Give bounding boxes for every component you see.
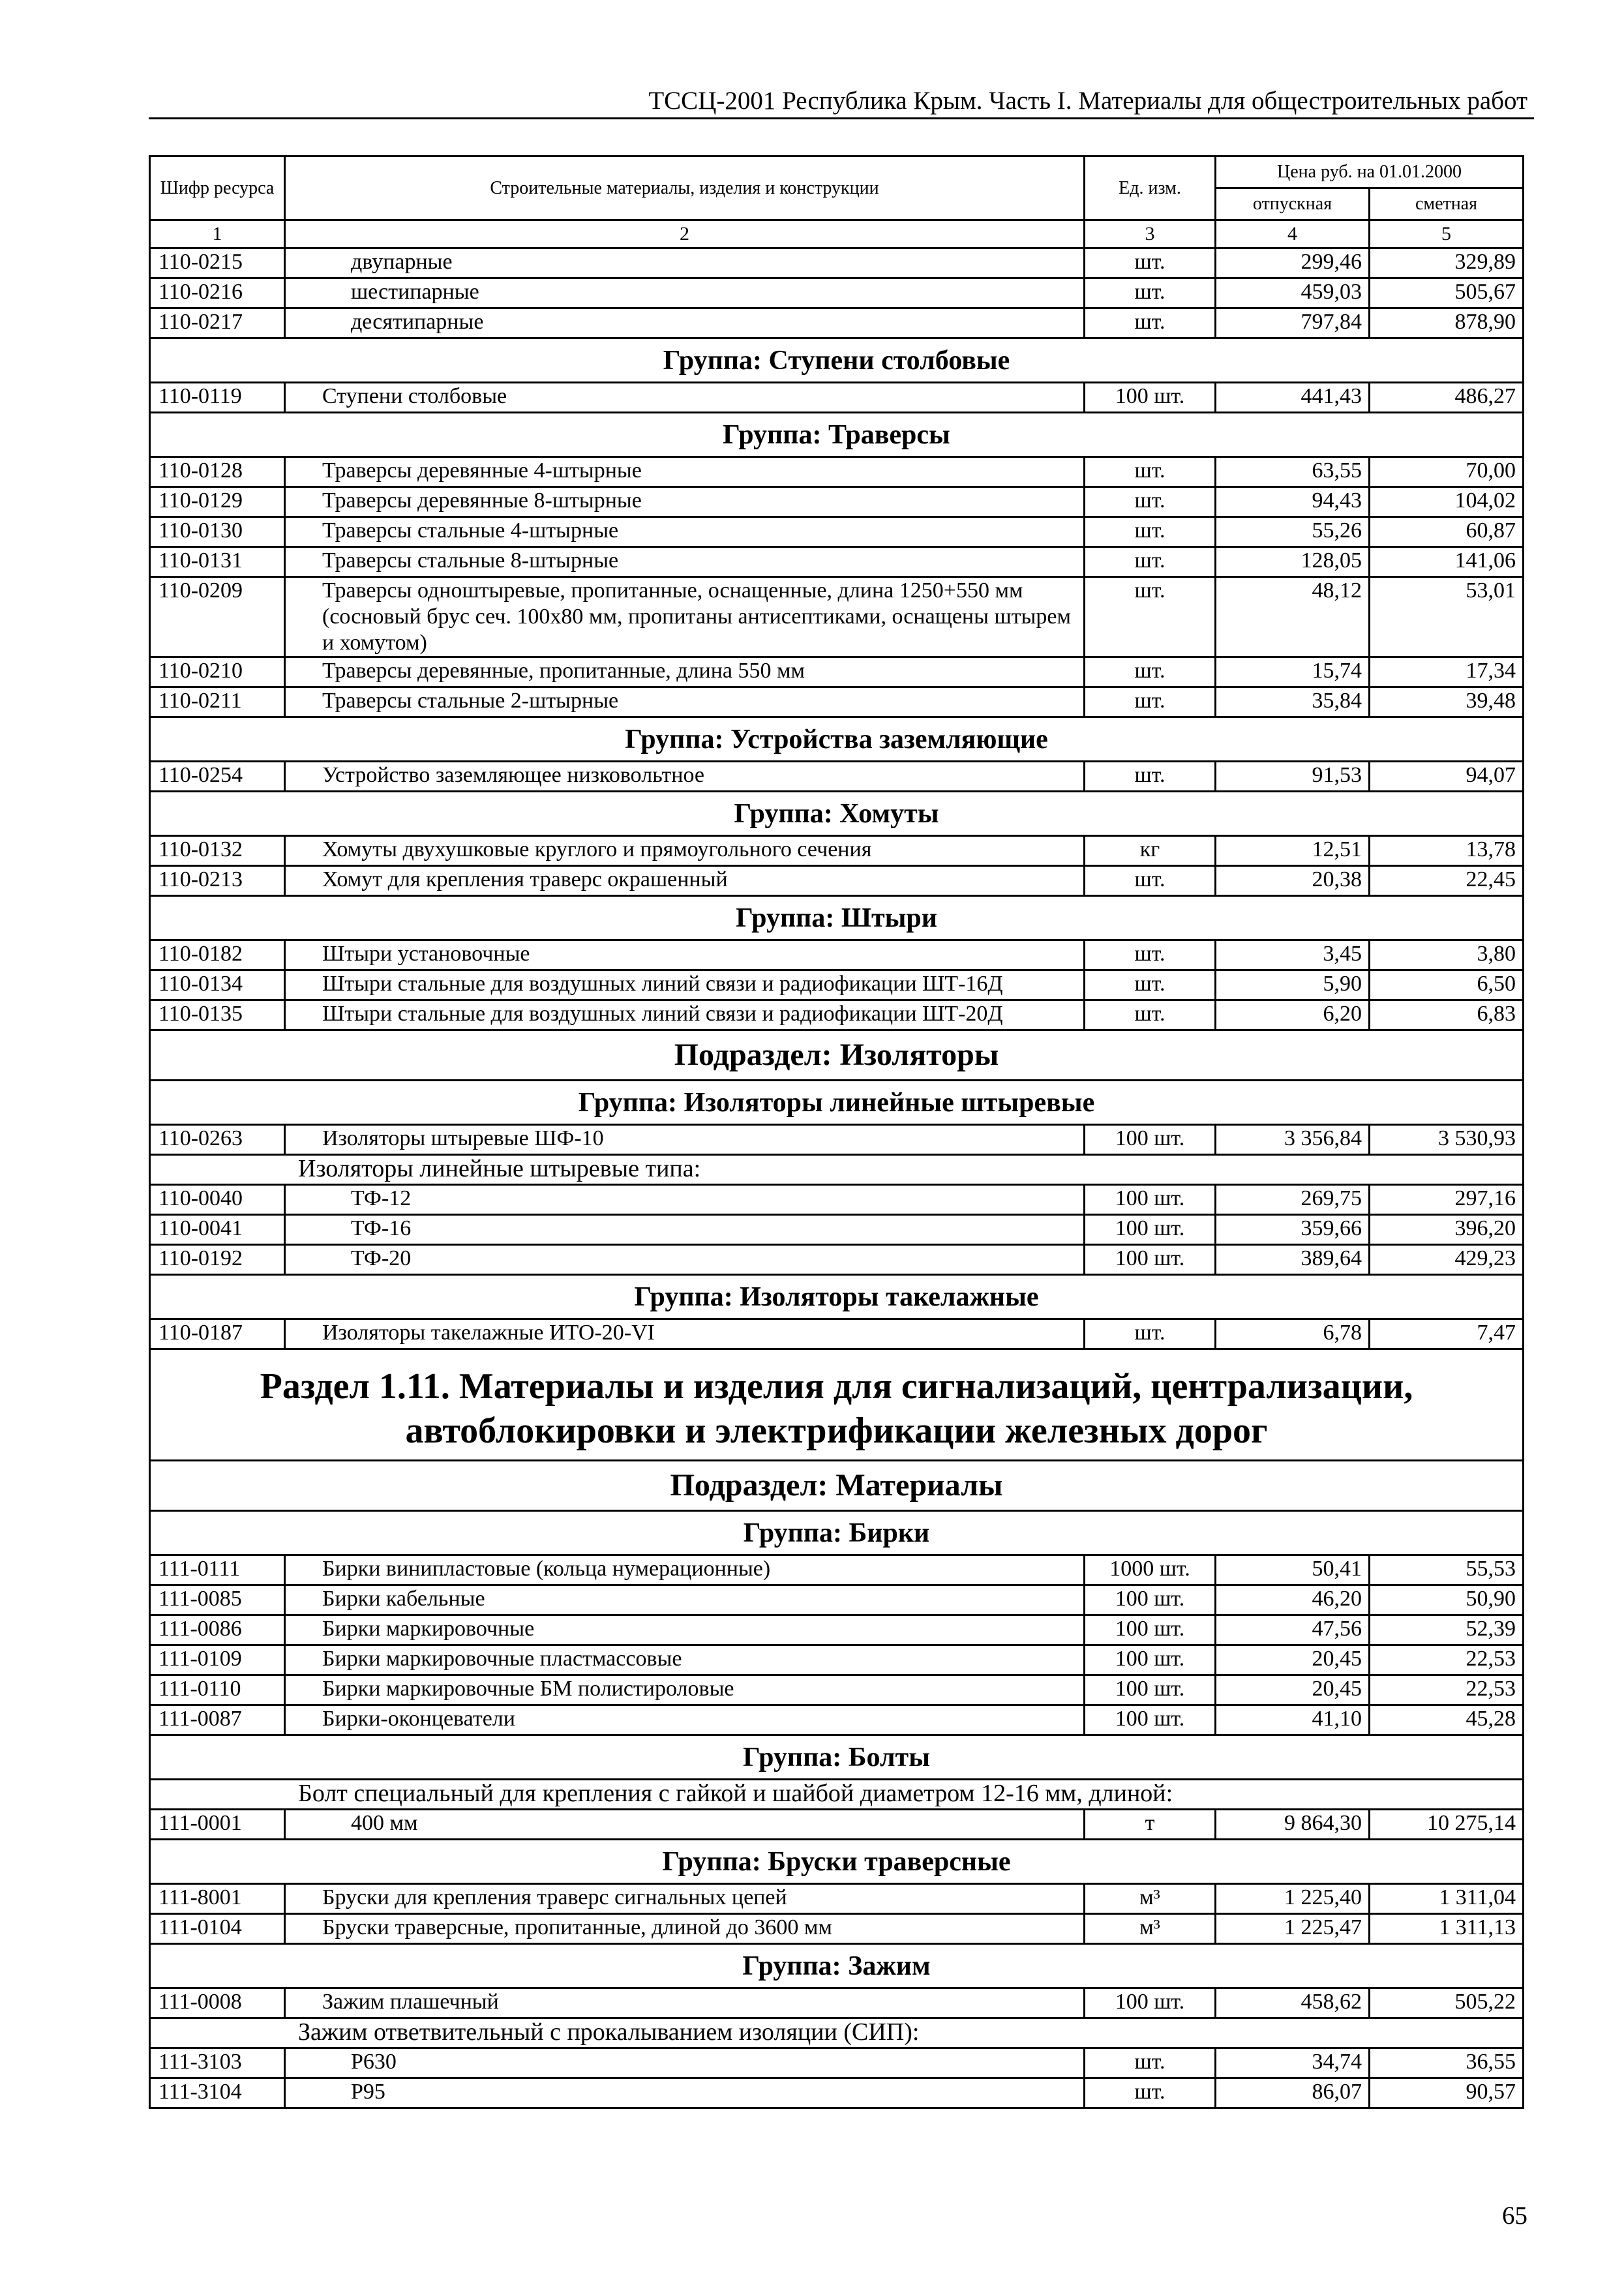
subsection-heading-row (150, 1030, 1524, 1081)
material-name: Р95 (285, 2078, 1085, 2108)
table-row (150, 487, 1524, 517)
release-price: 63,55 (1216, 457, 1370, 487)
release-price: 5,90 (1216, 970, 1370, 1000)
group-heading-row (150, 896, 1524, 940)
release-price: 3 356,84 (1216, 1125, 1370, 1155)
unit-of-measure: 100 шт. (1085, 1705, 1216, 1735)
material-name: двупарные (285, 248, 1085, 278)
material-name: Траверсы деревянные 4-штырные (285, 457, 1085, 487)
unit-of-measure: шт. (1085, 1319, 1216, 1349)
unit-of-measure: 100 шт. (1085, 1615, 1216, 1645)
group-heading: Группа: Штыри (150, 896, 1524, 940)
resource-code: 110-0135 (150, 1000, 285, 1030)
table-row (150, 1245, 1524, 1275)
resource-code: 110-0263 (150, 1125, 285, 1155)
estimate-price: 13,78 (1370, 836, 1524, 866)
table-row (150, 2048, 1524, 2078)
resource-code: 110-0041 (150, 1215, 285, 1245)
header-release-price: отпускная (1216, 188, 1370, 220)
resource-code: 111-0085 (150, 1585, 285, 1615)
estimate-price: 329,89 (1370, 248, 1524, 278)
estimate-price: 104,02 (1370, 487, 1524, 517)
page-number: 65 (1502, 2202, 1527, 2230)
estimate-price: 141,06 (1370, 547, 1524, 577)
release-price: 47,56 (1216, 1615, 1370, 1645)
material-name: Устройство заземляющее низковольтное (285, 762, 1085, 792)
release-price: 299,46 (1216, 248, 1370, 278)
table-row (150, 1988, 1524, 2018)
release-price: 9 864,30 (1216, 1810, 1370, 1840)
release-price: 1 225,40 (1216, 1884, 1370, 1914)
group-heading-row (150, 1275, 1524, 1319)
resource-code: 111-8001 (150, 1884, 285, 1914)
table-row (150, 1914, 1524, 1944)
release-price: 86,07 (1216, 2078, 1370, 2108)
resource-code: 110-0134 (150, 970, 285, 1000)
subsection-heading: Подраздел: Материалы (150, 1461, 1524, 1511)
resource-code: 110-0132 (150, 836, 285, 866)
estimate-price: 22,53 (1370, 1645, 1524, 1675)
estimate-price: 94,07 (1370, 762, 1524, 792)
material-name: Штыри установочные (285, 940, 1085, 970)
resource-code: 111-0008 (150, 1988, 285, 2018)
estimate-price: 3,80 (1370, 940, 1524, 970)
group-heading-row (150, 717, 1524, 762)
release-price: 389,64 (1216, 1245, 1370, 1275)
estimate-price: 50,90 (1370, 1585, 1524, 1615)
table-row (150, 278, 1524, 308)
table-row (150, 940, 1524, 970)
table-row (150, 1884, 1524, 1914)
release-price: 15,74 (1216, 657, 1370, 687)
material-name: Штыри стальные для воздушных линий связи и радиофикации ШТ-16Д (285, 970, 1085, 1000)
resource-code: 110-0216 (150, 278, 285, 308)
unit-of-measure: шт. (1085, 970, 1216, 1000)
unit-of-measure: шт. (1085, 248, 1216, 278)
estimate-price: 7,47 (1370, 1319, 1524, 1349)
estimate-price: 55,53 (1370, 1555, 1524, 1585)
estimate-price: 39,48 (1370, 687, 1524, 717)
release-price: 35,84 (1216, 687, 1370, 717)
material-name: ТФ-16 (285, 1215, 1085, 1245)
column-number: 5 (1370, 220, 1524, 248)
table-row (150, 762, 1524, 792)
group-heading: Группа: Устройства заземляющие (150, 717, 1524, 762)
material-name: Бруски для крепления траверс сигнальных цепей (285, 1884, 1085, 1914)
release-price: 20,38 (1216, 866, 1370, 896)
unit-of-measure: шт. (1085, 2078, 1216, 2108)
release-price: 48,12 (1216, 577, 1370, 657)
unit-of-measure: 100 шт. (1085, 1185, 1216, 1215)
group-heading-row (150, 338, 1524, 383)
release-price: 3,45 (1216, 940, 1370, 970)
note-row (150, 1155, 1524, 1185)
estimate-price: 429,23 (1370, 1245, 1524, 1275)
group-heading-row (150, 1735, 1524, 1780)
resource-code: 110-0213 (150, 866, 285, 896)
estimate-price: 6,50 (1370, 970, 1524, 1000)
release-price: 46,20 (1216, 1585, 1370, 1615)
unit-of-measure: шт. (1085, 517, 1216, 547)
table-row (150, 1125, 1524, 1155)
table-row (150, 383, 1524, 413)
resource-code: 110-0217 (150, 308, 285, 338)
release-price: 459,03 (1216, 278, 1370, 308)
group-heading: Группа: Бирки (150, 1511, 1524, 1555)
material-name: Штыри стальные для воздушных линий связи и радиофикации ШТ-20Д (285, 1000, 1085, 1030)
unit-of-measure: шт. (1085, 762, 1216, 792)
group-heading: Группа: Хомуты (150, 792, 1524, 836)
material-name: Бирки кабельные (285, 1585, 1085, 1615)
resource-code: 110-0187 (150, 1319, 285, 1349)
header-estimate-price: сметная (1370, 188, 1524, 220)
estimate-price: 297,16 (1370, 1185, 1524, 1215)
resource-code: 110-0131 (150, 547, 285, 577)
unit-of-measure: т (1085, 1810, 1216, 1840)
subsection-heading-row (150, 1461, 1524, 1511)
unit-of-measure: шт. (1085, 308, 1216, 338)
table-row (150, 248, 1524, 278)
material-name: Бирки винипластовые (кольца нумерационные) (285, 1555, 1085, 1585)
table-row (150, 1645, 1524, 1675)
resource-code: 111-0086 (150, 1615, 285, 1645)
unit-of-measure: м³ (1085, 1884, 1216, 1914)
resource-code: 110-0211 (150, 687, 285, 717)
table-row (150, 308, 1524, 338)
unit-of-measure: 100 шт. (1085, 1215, 1216, 1245)
note-text: Болт специальный для крепления с гайкой и шайбой диаметром 12-16 мм, длиной: (150, 1780, 1524, 1810)
release-price: 797,84 (1216, 308, 1370, 338)
table-row (150, 1555, 1524, 1585)
resource-code: 110-0209 (150, 577, 285, 657)
table-row (150, 1000, 1524, 1030)
page-header-title: ТССЦ-2001 Республика Крым. Часть I. Материалы для общестроительных работ (648, 87, 1527, 115)
estimate-price: 17,34 (1370, 657, 1524, 687)
release-price: 20,45 (1216, 1675, 1370, 1705)
unit-of-measure: 100 шт. (1085, 1988, 1216, 2018)
resource-code: 111-0104 (150, 1914, 285, 1944)
release-price: 1 225,47 (1216, 1914, 1370, 1944)
table-row (150, 457, 1524, 487)
unit-of-measure: 100 шт. (1085, 1585, 1216, 1615)
header-price: Цена руб. на 01.01.2000 (1216, 157, 1524, 188)
estimate-price: 52,39 (1370, 1615, 1524, 1645)
material-name: 400 мм (285, 1810, 1085, 1840)
note-row (150, 1780, 1524, 1810)
section-heading-row (150, 1349, 1524, 1461)
column-number-row (150, 220, 1524, 248)
table-row (150, 1810, 1524, 1840)
estimate-price: 505,22 (1370, 1988, 1524, 2018)
unit-of-measure: шт. (1085, 2048, 1216, 2078)
table-row (150, 577, 1524, 657)
resource-code: 110-0040 (150, 1185, 285, 1215)
resource-code: 110-0119 (150, 383, 285, 413)
release-price: 34,74 (1216, 2048, 1370, 2078)
table-row (150, 1585, 1524, 1615)
unit-of-measure: 1000 шт. (1085, 1555, 1216, 1585)
unit-of-measure: шт. (1085, 547, 1216, 577)
header-name: Строительные материалы, изделия и конструкции (285, 157, 1085, 220)
material-name: ТФ-12 (285, 1185, 1085, 1215)
group-heading-row (150, 1840, 1524, 1884)
table-row (150, 687, 1524, 717)
group-heading: Группа: Зажим (150, 1944, 1524, 1988)
release-price: 458,62 (1216, 1988, 1370, 2018)
resource-code: 111-3103 (150, 2048, 285, 2078)
unit-of-measure: 100 шт. (1085, 1645, 1216, 1675)
resource-code: 110-0192 (150, 1245, 285, 1275)
estimate-price: 53,01 (1370, 577, 1524, 657)
unit-of-measure: 100 шт. (1085, 383, 1216, 413)
material-name: Траверсы деревянные, пропитанные, длина 550 мм (285, 657, 1085, 687)
estimate-price: 45,28 (1370, 1705, 1524, 1735)
table-body (150, 248, 1524, 2108)
material-name: шестипарные (285, 278, 1085, 308)
material-name: Бруски траверсные, пропитанные, длиной до 3600 мм (285, 1914, 1085, 1944)
unit-of-measure: шт. (1085, 657, 1216, 687)
table-row (150, 1319, 1524, 1349)
resource-code: 110-0182 (150, 940, 285, 970)
release-price: 269,75 (1216, 1185, 1370, 1215)
estimate-price: 90,57 (1370, 2078, 1524, 2108)
group-heading-row (150, 1944, 1524, 1988)
release-price: 12,51 (1216, 836, 1370, 866)
release-price: 94,43 (1216, 487, 1370, 517)
material-name: Изоляторы штыревые ШФ-10 (285, 1125, 1085, 1155)
group-heading: Группа: Болты (150, 1735, 1524, 1780)
material-name: Бирки-оконцеватели (285, 1705, 1085, 1735)
material-name: десятипарные (285, 308, 1085, 338)
table-row (150, 1215, 1524, 1245)
header-rule (149, 117, 1534, 119)
subsection-heading: Подраздел: Изоляторы (150, 1030, 1524, 1081)
release-price: 128,05 (1216, 547, 1370, 577)
material-name: Траверсы стальные 4-штырные (285, 517, 1085, 547)
column-number: 1 (150, 220, 285, 248)
group-heading: Группа: Изоляторы линейные штыревые (150, 1081, 1524, 1125)
release-price: 41,10 (1216, 1705, 1370, 1735)
unit-of-measure: 100 шт. (1085, 1675, 1216, 1705)
release-price: 6,20 (1216, 1000, 1370, 1030)
table-row (150, 547, 1524, 577)
unit-of-measure: шт. (1085, 687, 1216, 717)
group-heading: Группа: Изоляторы такелажные (150, 1275, 1524, 1319)
table-row (150, 836, 1524, 866)
section-heading: Раздел 1.11. Материалы и изделия для сигнализаций, централизации, автоблокировки и электрификации железных дорог (150, 1349, 1524, 1461)
group-heading-row (150, 1081, 1524, 1125)
unit-of-measure: шт. (1085, 278, 1216, 308)
resource-code: 110-0215 (150, 248, 285, 278)
material-name: Траверсы стальные 2-штырные (285, 687, 1085, 717)
table-row (150, 1705, 1524, 1735)
material-name: Траверсы деревянные 8-штырные (285, 487, 1085, 517)
note-text: Изоляторы линейные штыревые типа: (150, 1155, 1524, 1185)
unit-of-measure: м³ (1085, 1914, 1216, 1944)
note-row (150, 2018, 1524, 2048)
column-number: 3 (1085, 220, 1216, 248)
estimate-price: 22,53 (1370, 1675, 1524, 1705)
estimate-price: 878,90 (1370, 308, 1524, 338)
unit-of-measure: 100 шт. (1085, 1125, 1216, 1155)
table-row (150, 1185, 1524, 1215)
resource-code: 110-0130 (150, 517, 285, 547)
estimate-price: 22,45 (1370, 866, 1524, 896)
material-name: Бирки маркировочные пластмассовые (285, 1645, 1085, 1675)
estimate-price: 70,00 (1370, 457, 1524, 487)
material-name: Бирки маркировочные БМ полистироловые (285, 1675, 1085, 1705)
release-price: 91,53 (1216, 762, 1370, 792)
table-row (150, 657, 1524, 687)
header-code: Шифр ресурса (150, 157, 285, 220)
estimate-price: 3 530,93 (1370, 1125, 1524, 1155)
estimate-price: 10 275,14 (1370, 1810, 1524, 1840)
material-name: Хомуты двухушковые круглого и прямоугольного сечения (285, 836, 1085, 866)
unit-of-measure: шт. (1085, 1000, 1216, 1030)
release-price: 6,78 (1216, 1319, 1370, 1349)
resource-code: 111-3104 (150, 2078, 285, 2108)
estimate-price: 1 311,04 (1370, 1884, 1524, 1914)
group-heading: Группа: Бруски траверсные (150, 1840, 1524, 1884)
unit-of-measure: 100 шт. (1085, 1245, 1216, 1275)
header-unit: Ед. изм. (1085, 157, 1216, 220)
release-price: 20,45 (1216, 1645, 1370, 1675)
resource-code: 111-0001 (150, 1810, 285, 1840)
material-name: ТФ-20 (285, 1245, 1085, 1275)
material-name: Хомут для крепления траверс окрашенный (285, 866, 1085, 896)
estimate-price: 6,83 (1370, 1000, 1524, 1030)
column-number: 2 (285, 220, 1085, 248)
release-price: 359,66 (1216, 1215, 1370, 1245)
estimate-price: 486,27 (1370, 383, 1524, 413)
table-row (150, 2078, 1524, 2108)
resource-code: 110-0210 (150, 657, 285, 687)
material-name: Ступени столбовые (285, 383, 1085, 413)
release-price: 50,41 (1216, 1555, 1370, 1585)
material-name: Бирки маркировочные (285, 1615, 1085, 1645)
group-heading-row (150, 1511, 1524, 1555)
material-name: Р630 (285, 2048, 1085, 2078)
resource-code: 110-0254 (150, 762, 285, 792)
estimate-price: 36,55 (1370, 2048, 1524, 2078)
group-heading: Группа: Траверсы (150, 413, 1524, 457)
release-price: 441,43 (1216, 383, 1370, 413)
estimate-price: 60,87 (1370, 517, 1524, 547)
resource-code: 110-0129 (150, 487, 285, 517)
table-header-row (150, 157, 1524, 188)
table-row (150, 866, 1524, 896)
unit-of-measure: шт. (1085, 940, 1216, 970)
material-name: Траверсы одноштыревые, пропитанные, оснащенные, длина 1250+550 мм (сосновый брус сеч. 100х80 мм, пропитаны антисептиками, оснащены штырем и хомутом) (285, 577, 1085, 657)
unit-of-measure: шт. (1085, 457, 1216, 487)
resource-code: 111-0111 (150, 1555, 285, 1585)
unit-of-measure: шт. (1085, 866, 1216, 896)
group-heading-row (150, 413, 1524, 457)
table-row (150, 970, 1524, 1000)
resource-code: 111-0110 (150, 1675, 285, 1705)
resource-code: 111-0087 (150, 1705, 285, 1735)
unit-of-measure: шт. (1085, 487, 1216, 517)
resource-code: 111-0109 (150, 1645, 285, 1675)
table-row (150, 517, 1524, 547)
estimate-price: 396,20 (1370, 1215, 1524, 1245)
price-table (149, 155, 1524, 2109)
release-price: 55,26 (1216, 517, 1370, 547)
table-row (150, 1675, 1524, 1705)
group-heading: Группа: Ступени столбовые (150, 338, 1524, 383)
unit-of-measure: шт. (1085, 577, 1216, 657)
estimate-price: 505,67 (1370, 278, 1524, 308)
resource-code: 110-0128 (150, 457, 285, 487)
group-heading-row (150, 792, 1524, 836)
table-row (150, 1615, 1524, 1645)
note-text: Зажим ответвительный с прокалыванием изоляции (СИП): (150, 2018, 1524, 2048)
material-name: Изоляторы такелажные ИТО-20-VI (285, 1319, 1085, 1349)
column-number: 4 (1216, 220, 1370, 248)
unit-of-measure: кг (1085, 836, 1216, 866)
material-name: Траверсы стальные 8-штырные (285, 547, 1085, 577)
estimate-price: 1 311,13 (1370, 1914, 1524, 1944)
material-name: Зажим плашечный (285, 1988, 1085, 2018)
